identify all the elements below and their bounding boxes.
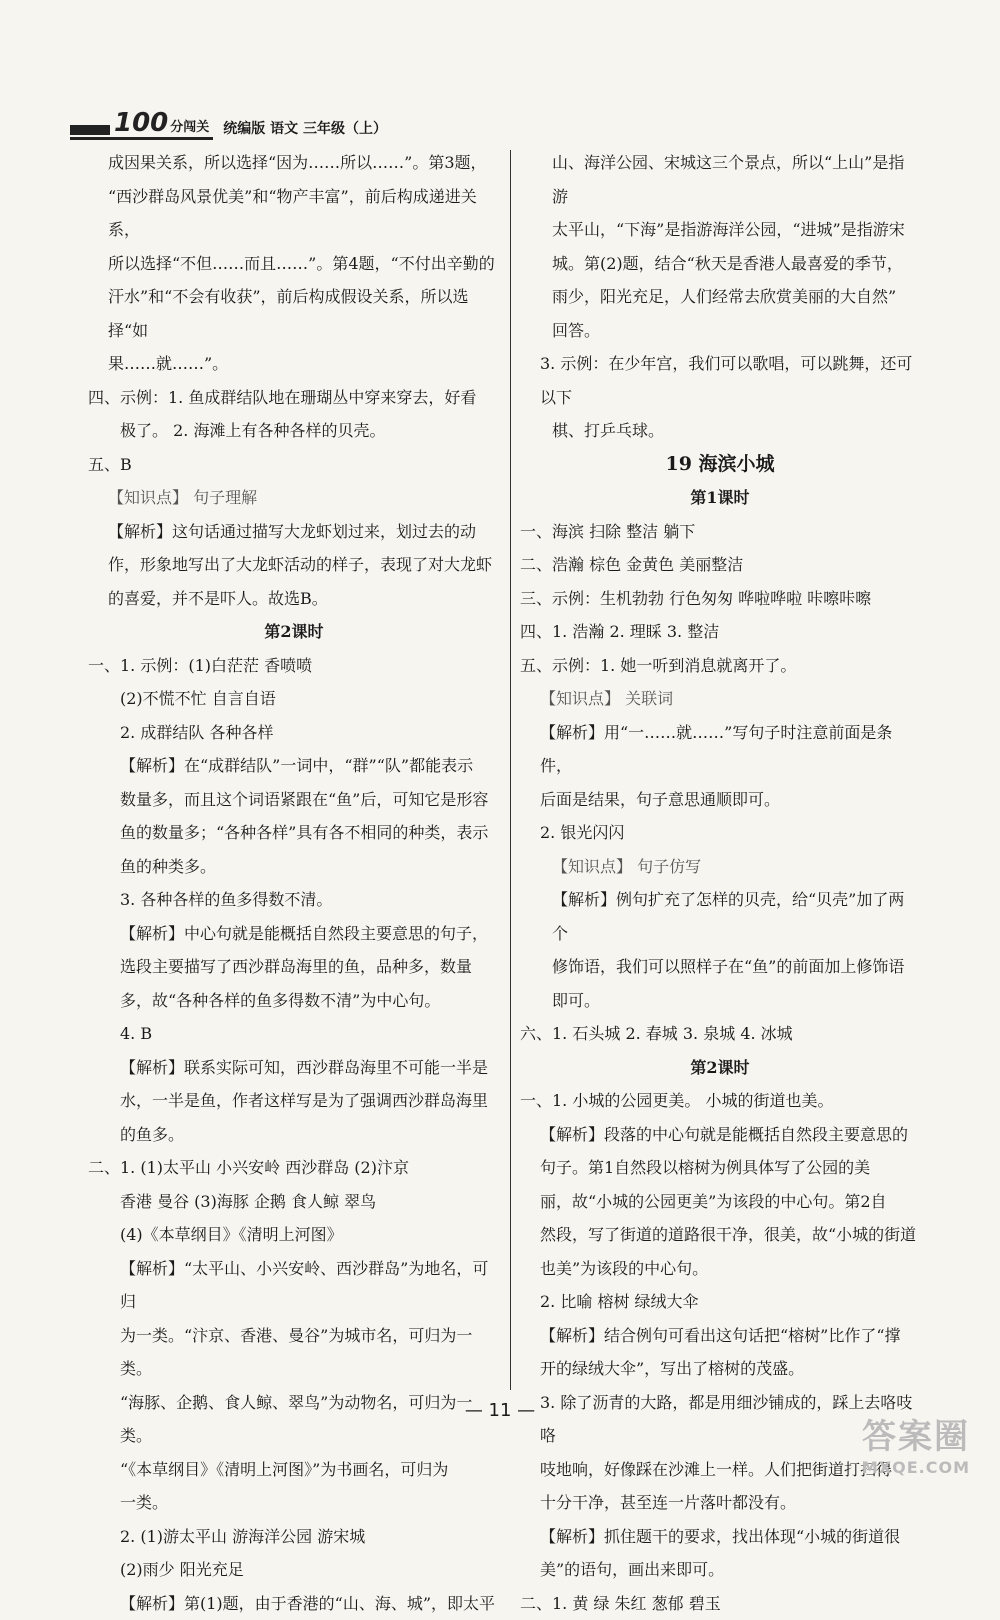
left-line: 4. B bbox=[88, 1017, 500, 1051]
right-line: 【知识点】 关联词 bbox=[520, 682, 920, 716]
right-line: 四、1. 浩瀚 2. 理睬 3. 整洁 bbox=[520, 615, 920, 649]
right-line: 美”的语句，画出来即可。 bbox=[520, 1553, 920, 1587]
edition-label: 统编版 语文 三年级（上） bbox=[223, 118, 387, 138]
watermark-title: 答案圈 bbox=[800, 1409, 970, 1458]
right-line: 一、海滨 扫除 整洁 躺下 bbox=[520, 515, 920, 549]
page-header bbox=[70, 108, 500, 140]
left-line: 【知识点】 句子理解 bbox=[88, 481, 500, 515]
right-line: 后面是结果，句子意思通顺即可。 bbox=[520, 783, 920, 817]
right-line: 句子。第1自然段以榕树为例具体写了公园的美 bbox=[520, 1151, 920, 1185]
left-line: 的喜爱，并不是吓人。故选B。 bbox=[88, 582, 500, 616]
right-line: 即可。 bbox=[520, 984, 920, 1018]
left-line: 多，故“各种各样的鱼多得数不清”为中心句。 bbox=[88, 984, 500, 1018]
right-line: 雨少，阳光充足，人们经常去欣赏美丽的大自然” bbox=[520, 280, 920, 314]
right-line: 吱地响，好像踩在沙滩上一样。人们把街道打扫得 bbox=[520, 1453, 920, 1487]
left-line: 2. 成群结队 各种各样 bbox=[88, 716, 500, 750]
left-line: 【解析】中心句就是能概括自然段主要意思的句子， bbox=[88, 917, 500, 951]
left-line: 鱼的数量多；“各种各样”具有各不相同的种类，表示 bbox=[88, 816, 500, 850]
left-line: “海豚、企鹅、食人鲸、翠鸟”为动物名，可归为一类。 bbox=[88, 1386, 500, 1453]
left-line: (2)雨少 阳光充足 bbox=[88, 1553, 500, 1587]
logo-bar-icon bbox=[70, 125, 110, 135]
left-line: (4)《本草纲目》《清明上河图》 bbox=[88, 1218, 500, 1252]
right-line: 修饰语，我们可以照样子在“鱼”的前面加上修饰语 bbox=[520, 950, 920, 984]
left-line: 数量多，而且这个词语紧跟在“鱼”后，可知它是形容 bbox=[88, 783, 500, 817]
right-line: 开的绿绒大伞”，写出了榕树的茂盛。 bbox=[520, 1352, 920, 1386]
watermark bbox=[800, 1409, 970, 1479]
right-line: 2. 银光闪闪 bbox=[520, 816, 920, 850]
left-line: 为一类。“汴京、香港、曼谷”为城市名，可归为一类。 bbox=[88, 1319, 500, 1386]
left-line: 汗水”和“不会有收获”，前后构成假设关系，所以选择“如 bbox=[88, 280, 500, 347]
left-line: 水，一半是鱼，作者这样写是为了强调西沙群岛海里 bbox=[88, 1084, 500, 1118]
right-line: 3. 除了沥青的大路，都是用细沙铺成的，踩上去咯吱咯 bbox=[520, 1386, 920, 1453]
right-line: 【解析】例句扩充了怎样的贝壳，给“贝壳”加了两个 bbox=[520, 883, 920, 950]
right-line: 丽，故“小城的公园更美”为该段的中心句。第2自 bbox=[520, 1185, 920, 1219]
left-line: 极了。 2. 海滩上有各种各样的贝壳。 bbox=[88, 414, 500, 448]
right-line: 2. 比喻 榕树 绿绒大伞 bbox=[520, 1285, 920, 1319]
right-line: 第2课时 bbox=[520, 1051, 920, 1085]
right-line: 六、1. 石头城 2. 春城 3. 泉城 4. 冰城 bbox=[520, 1017, 920, 1051]
right-line: 山、海洋公园、宋城这三个景点，所以“上山”是指游 bbox=[520, 146, 920, 213]
left-line: “西沙群岛风景优美”和“物产丰富”，前后构成递进关系， bbox=[88, 180, 500, 247]
left-line: 果……就……”。 bbox=[88, 347, 500, 381]
left-line: 一、1. 示例：(1)白茫茫 香喷喷 bbox=[88, 649, 500, 683]
left-line: 一类。 bbox=[88, 1486, 500, 1520]
right-line: 二、浩瀚 棕色 金黄色 美丽整洁 bbox=[520, 548, 920, 582]
logo-number: 100 bbox=[114, 109, 168, 137]
right-line: 【解析】用“一……就……”写句子时注意前面是条件， bbox=[520, 716, 920, 783]
left-line: 二、1. (1)太平山 小兴安岭 西沙群岛 (2)汴京 bbox=[88, 1151, 500, 1185]
left-line: 【解析】联系实际可知，西沙群岛海里不可能一半是 bbox=[88, 1051, 500, 1085]
right-line: 【解析】抓住题干的要求，找出体现“小城的街道很 bbox=[520, 1520, 920, 1554]
logo-text: 分闯关 bbox=[170, 116, 209, 135]
brand-logo bbox=[70, 108, 213, 140]
left-line: 3. 各种各样的鱼多得数不清。 bbox=[88, 883, 500, 917]
left-line: 鱼的种类多。 bbox=[88, 850, 500, 884]
right-line: 也美”为该段的中心句。 bbox=[520, 1252, 920, 1286]
left-line: 【解析】“太平山、小兴安岭、西沙群岛”为地名，可归 bbox=[88, 1252, 500, 1319]
page-number: — 11 — bbox=[0, 1400, 1000, 1421]
left-line: 的鱼多。 bbox=[88, 1118, 500, 1152]
right-line: 一、1. 小城的公园更美。 小城的街道也美。 bbox=[520, 1084, 920, 1118]
left-line: 五、B bbox=[88, 448, 500, 482]
right-line: 二、1. 黄 绿 朱红 葱郁 碧玉 bbox=[520, 1587, 920, 1620]
left-line: 【解析】第(1)题，由于香港的“山、海、城”，即太平 bbox=[88, 1587, 500, 1620]
right-line: 十分干净，甚至连一片落叶都没有。 bbox=[520, 1486, 920, 1520]
left-line: 香港 曼谷 (3)海豚 企鹅 食人鲸 翠鸟 bbox=[88, 1185, 500, 1219]
right-line: 太平山，“下海”是指游海洋公园，“进城”是指游宋 bbox=[520, 213, 920, 247]
left-line: 四、示例：1. 鱼成群结队地在珊瑚丛中穿来穿去，好看 bbox=[88, 381, 500, 415]
right-line: 回答。 bbox=[520, 314, 920, 348]
right-line: 3. 示例：在少年宫，我们可以歌唱，可以跳舞，还可以下 bbox=[520, 347, 920, 414]
watermark-url: MXQE.COM bbox=[800, 1458, 970, 1477]
right-line: 城。第(2)题，结合“秋天是香港人最喜爱的季节， bbox=[520, 247, 920, 281]
column-divider bbox=[510, 150, 511, 1390]
left-line: (2)不慌不忙 自言自语 bbox=[88, 682, 500, 716]
right-line: 【知识点】 句子仿写 bbox=[520, 850, 920, 884]
left-line: “《本草纲目》《清明上河图》”为书画名，可归为 bbox=[88, 1453, 500, 1487]
right-line: 三、示例：生机勃勃 行色匆匆 哗啦哗啦 咔嚓咔嚓 bbox=[520, 582, 920, 616]
left-line: 【解析】这句话通过描写大龙虾划过来，划过去的动 bbox=[88, 515, 500, 549]
right-line: 【解析】结合例句可看出这句话把“榕树”比作了“撑 bbox=[520, 1319, 920, 1353]
right-column bbox=[520, 146, 920, 1620]
left-column bbox=[88, 146, 500, 1620]
left-line: 2. (1)游太平山 游海洋公园 游宋城 bbox=[88, 1520, 500, 1554]
right-line: 【解析】段落的中心句就是能概括自然段主要意思的 bbox=[520, 1118, 920, 1152]
right-line: 19 海滨小城 bbox=[520, 448, 920, 482]
left-line: 第2课时 bbox=[88, 615, 500, 649]
left-line: 成因果关系，所以选择“因为……所以……”。第3题， bbox=[88, 146, 500, 180]
left-line: 选段主要描写了西沙群岛海里的鱼，品种多，数量 bbox=[88, 950, 500, 984]
left-line: 所以选择“不但……而且……”。第4题，“不付出辛勤的 bbox=[88, 247, 500, 281]
right-line: 第1课时 bbox=[520, 481, 920, 515]
right-line: 棋、打乒乓球。 bbox=[520, 414, 920, 448]
left-line: 作，形象地写出了大龙虾活动的样子，表现了对大龙虾 bbox=[88, 548, 500, 582]
right-line: 五、示例：1. 她一听到消息就离开了。 bbox=[520, 649, 920, 683]
left-line: 【解析】在“成群结队”一词中，“群”“队”都能表示 bbox=[88, 749, 500, 783]
right-line: 然段，写了街道的道路很干净，很美，故“小城的街道 bbox=[520, 1218, 920, 1252]
